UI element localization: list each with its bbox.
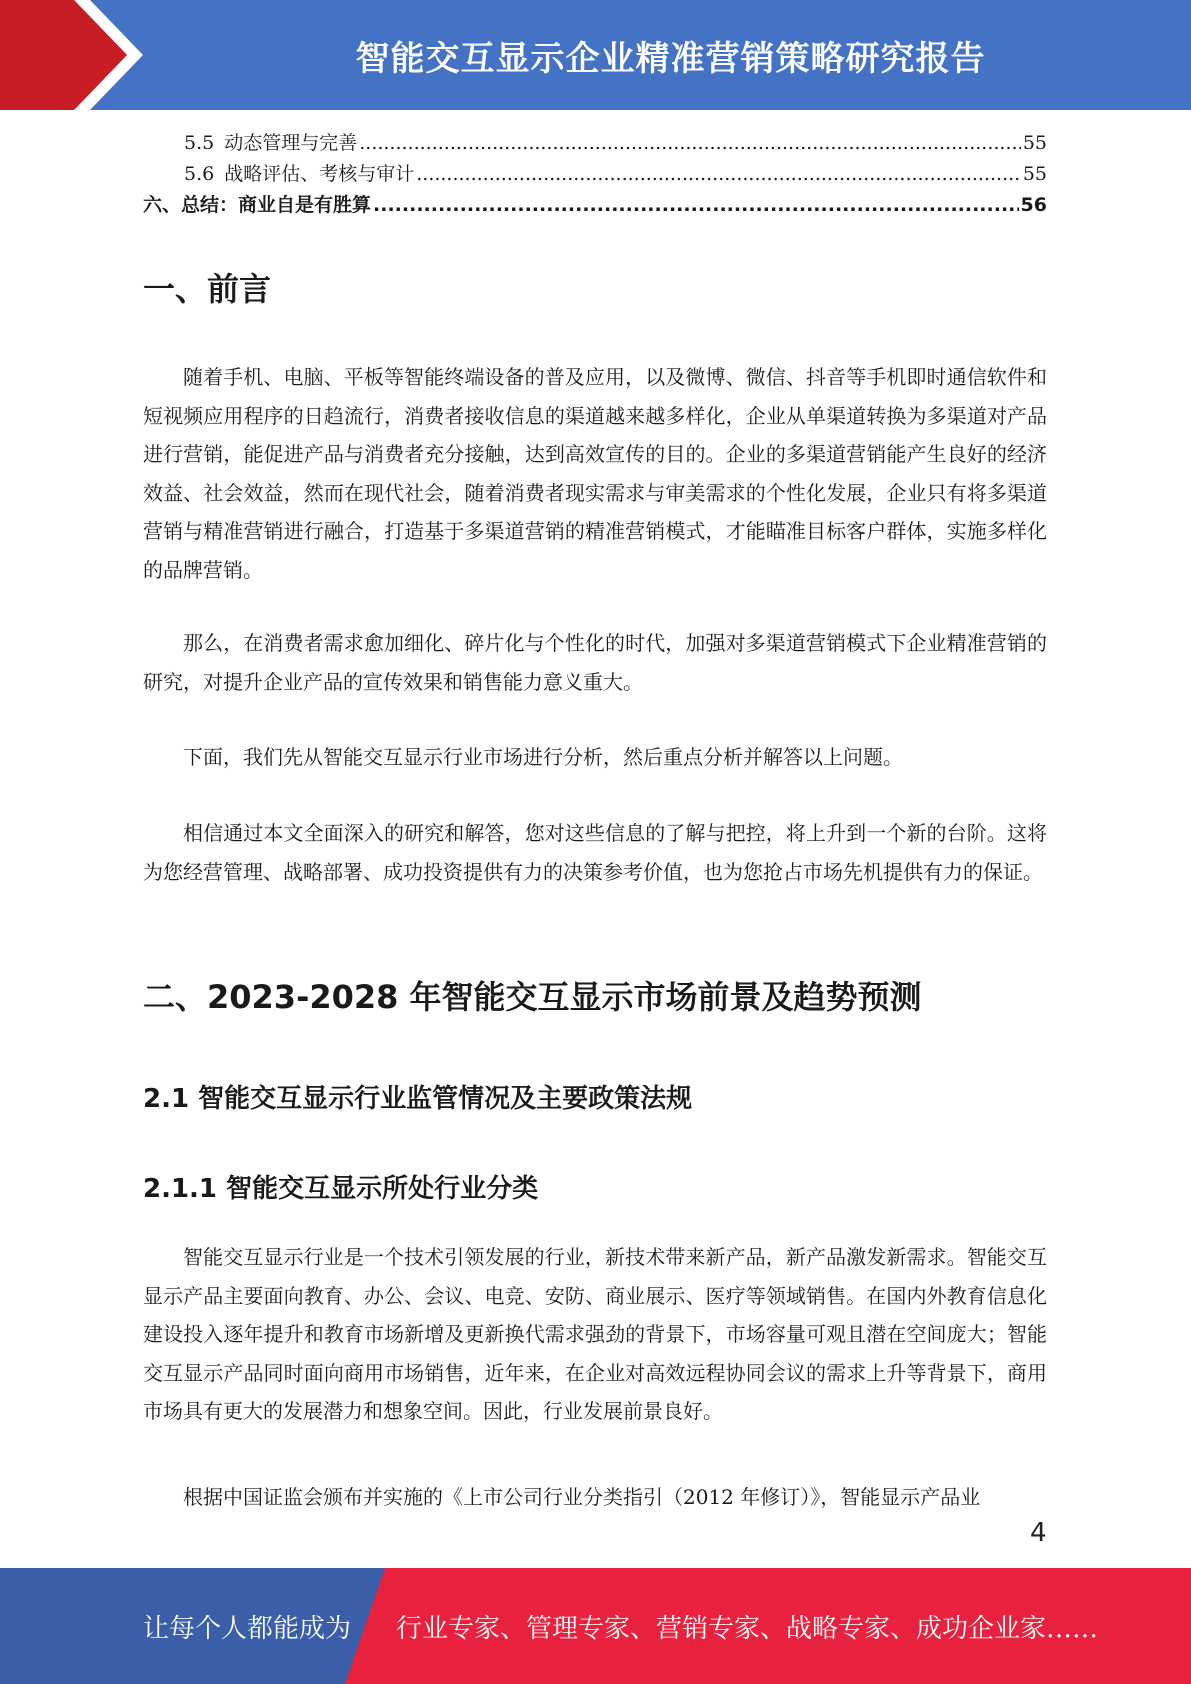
toc-number: 5.6 (184, 163, 215, 185)
body-paragraph: 智能交互显示行业是一个技术引领发展的行业，新技术带来新产品，新产品激发新需求。智能交互显示产品主要面向教育、办公、会议、电竞、安防、商业展示、医疗等领域销售。在国内外教育信息化建设投入逐年提升和教育市场新增及更新换代需求强劲的背景下，市场容量可观且潜在空间庞大；智能交互显示产品同时面向商用市场销售，近年来，在企业对高效远程协同会议的需求上升等背景下，商用市场具有更大的发展潜力和想象空间。因此，行业发展前景良好。 (143, 1245, 1047, 1423)
toc-leader-dots (416, 159, 1021, 190)
body-paragraph: 随着手机、电脑、平板等智能终端设备的普及应用，以及微博、微信、抖音等手机即时通信软件和短视频应用程序的日趋流行，消费者接收信息的渠道越来越多样化，企业从单渠道转换为多渠道对产品进行营销，能促进产品与消费者充分接触，达到高效宣传的目的。企业的多渠道营销能产生良好的经济效益、社会效益，然而在现代社会，随着消费者现实需求与审美需求的个性化发展，企业只有将多渠道营销与精准营销进行融合，打造基于多渠道营销的精准营销模式，才能瞄准目标客户群体，实施多样化的品牌营销。 (143, 365, 1047, 582)
report-title: 智能交互显示企业精准营销策略研究报告 (355, 38, 986, 79)
header-arrow-decoration (0, 0, 160, 110)
body-paragraph: 相信通过本文全面深入的研究和解答，您对这些信息的了解与把控，将上升到一个新的台阶。这将为您经营管理、战略部署、成功投资提供有力的决策参考价值，也为您抢占市场先机提供有力的保证。 (143, 821, 1047, 884)
footer-slogan-right: 行业专家、管理专家、营销专家、战略专家、成功企业家…… (396, 1613, 1099, 1644)
toc-label: 六、总结：商业自是有胜算 (143, 194, 372, 216)
header-banner (0, 0, 1191, 110)
page-number: 4 (1030, 1518, 1047, 1548)
section-heading-2: 二、2023-2028 年智能交互显示市场前景及趋势预测 (143, 978, 922, 1016)
body-paragraph: 根据中国证监会颁布并实施的《上市公司行业分类指引（2012 年修订）》，智能显示产品业 (183, 1485, 981, 1509)
subsection-heading-2-1-1: 2.1.1 智能交互显示所处行业分类 (143, 1174, 539, 1204)
toc-entry[interactable] (143, 159, 1047, 190)
body-paragraph: 那么，在消费者需求愈加细化、碎片化与个性化的时代，加强对多渠道营销模式下企业精准营销的研究，对提升企业产品的宣传效果和销售能力意义重大。 (143, 631, 1047, 694)
body-paragraph: 下面，我们先从智能交互显示行业市场进行分析，然后重点分析并解答以上问题。 (183, 745, 903, 769)
section-heading-preface: 一、前言 (143, 270, 272, 308)
toc-label: 战略评估、考核与审计 (224, 163, 415, 185)
toc-entry[interactable] (143, 128, 1047, 159)
toc-leader-dots (359, 128, 1021, 159)
toc-page-number: 55 (1022, 132, 1047, 154)
toc-page-number: 56 (1020, 194, 1047, 216)
footer-slogan-left: 让每个人都能成为 (143, 1613, 352, 1644)
toc-entry[interactable] (143, 190, 1047, 221)
toc-leader-dots (373, 190, 1019, 221)
table-of-contents (143, 128, 1047, 221)
toc-number: 5.5 (184, 132, 215, 154)
toc-label: 动态管理与完善 (224, 132, 358, 154)
subsection-heading-2-1: 2.1 智能交互显示行业监管情况及主要政策法规 (143, 1084, 693, 1114)
toc-page-number: 55 (1022, 163, 1047, 185)
page-content (143, 128, 1047, 1509)
footer-banner (0, 1568, 1191, 1684)
